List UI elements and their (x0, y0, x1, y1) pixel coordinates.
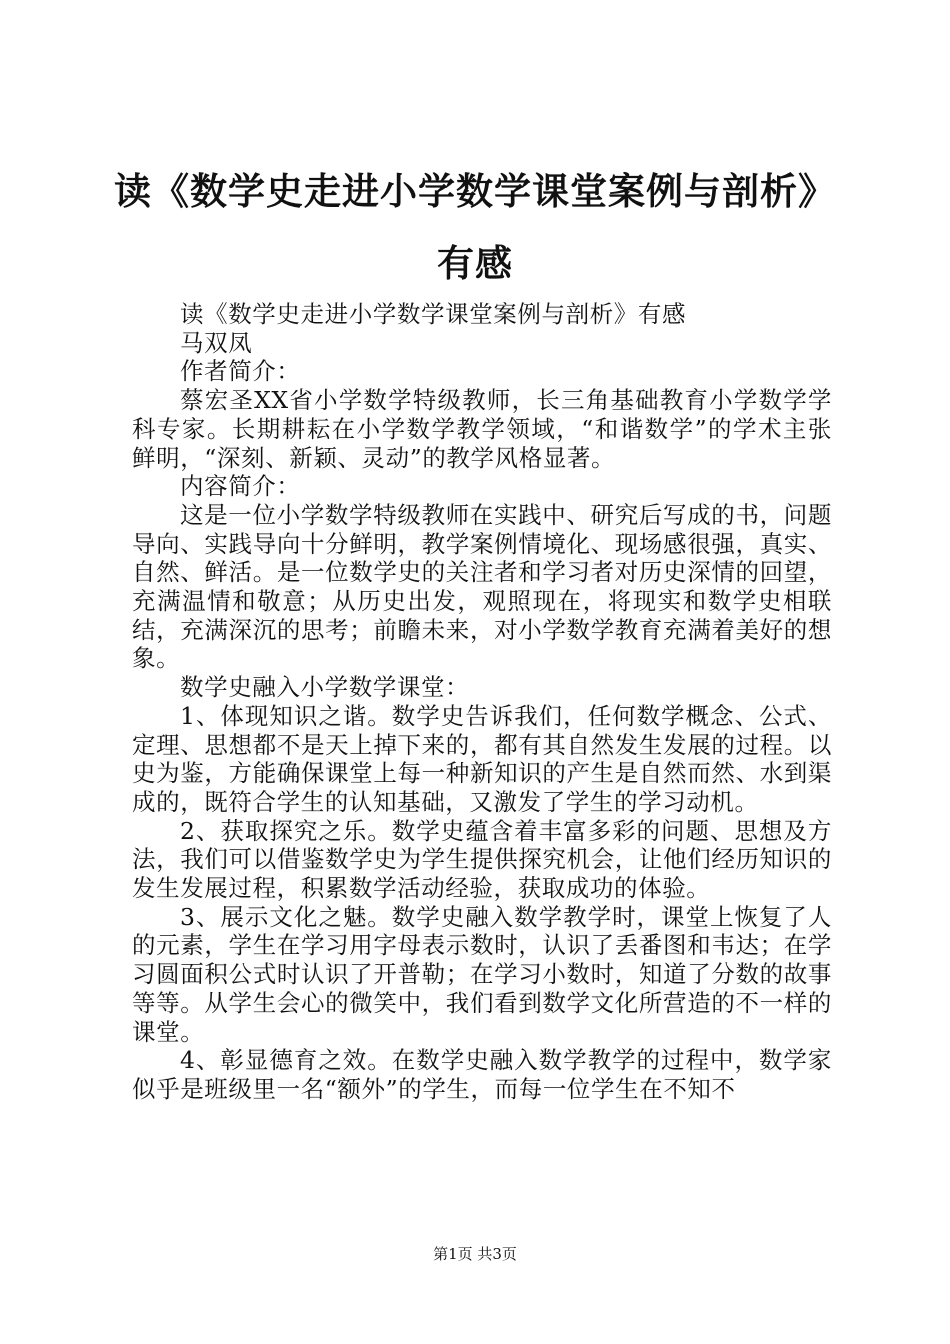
paragraph-point-3: 3、展示文化之魅。数学史融入数学教学时，课堂上恢复了人的元素，学生在学习用字母表示数时，认识了丢番图和韦达；在学习圆面积公式时认识了开普勒；在学习小数时，知道了分数的故事等等。从学生会心的微笑中，我们看到数学文化所营造的不一样的课堂。 (132, 902, 832, 1046)
document-title: 读《数学史走进小学数学课堂案例与剖析》有感 (114, 169, 836, 285)
paragraph-author: 马双凤 (180, 328, 253, 357)
document-body (132, 300, 832, 1104)
paragraph-content-intro: 这是一位小学数学特级教师在实践中、研究后写成的书，问题导向、实践导向十分鲜明，教学案例情境化、现场感很强，真实、自然、鲜活。是一位数学史的关注者和学习者对历史深情的回望，充满温情和敬意；从历史出发，观照现在，将现实和数学史相联结，充满深沉的思考；前瞻未来，对小学数学教育充满着美好的想象。 (132, 500, 832, 673)
paragraph-point-4: 4、彰显德育之效。在数学史融入数学教学的过程中，数学家似乎是班级里一名“额外”的学生，而每一位学生在不知不 (132, 1046, 832, 1103)
paragraph-repeated-title: 读《数学史走进小学数学课堂案例与剖析》有感 (180, 300, 687, 328)
paragraph-point-2: 2、获取探究之乐。数学史蕴含着丰富多彩的问题、思想及方法，我们可以借鉴数学史为学生提供探究机会，让他们经历知识的发生发展过程，积累数学活动经验，获取成功的体验。 (132, 816, 832, 903)
paragraph-point-1: 1、体现知识之谐。数学史告诉我们，任何数学概念、公式、定理、思想都不是天上掉下来的，都有其自然发生发展的过程。以史为鉴，方能确保课堂上每一种新知识的产生是自然而然、水到渠成的，既符合学生的认知基础，又激发了学生的学习动机。 (132, 701, 832, 816)
paragraph-content-intro-heading: 内容简介： (180, 472, 301, 501)
paragraph-author-intro-heading: 作者简介： (180, 357, 301, 386)
paragraph-author-intro: 蔡宏圣XX省小学数学特级教师，长三角基础教育小学数学学科专家。长期耕耘在小学数学教学领域，“和谐数学”的学术主张鲜明，“深刻、新颖、灵动”的教学风格显著。 (132, 386, 832, 472)
paragraph-section-heading: 数学史融入小学数学课堂： (180, 673, 470, 702)
page-number-footer: 第1页 共3页 (433, 1245, 517, 1263)
